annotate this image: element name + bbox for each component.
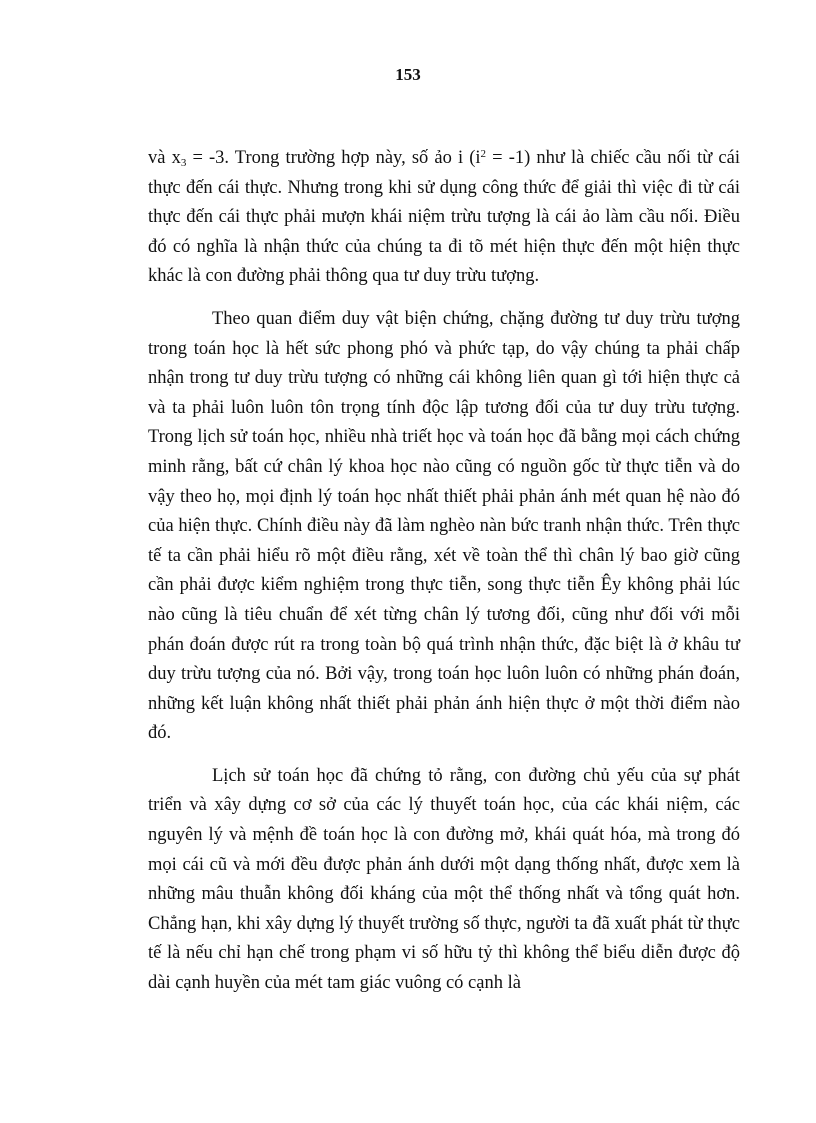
paragraph-1-lead: và x <box>148 148 181 168</box>
paragraph-3: Lịch sử toán học đã chứng tỏ rằng, con đường chủ yếu của sự phát triển và xây dựng cơ sở của các lý thuyết toán học, của các khái niệm, các nguyên lý và mệnh đề toán học là con đường mở, khái quát hóa, mà trong đó mọi cái cũ và mới đều được phản ánh dưới một dạng thống nhất, được xem là những mâu thuẫn không đối kháng của một thể thống nhất và tổng quát hơn. Chẳng hạn, khi xây dựng lý thuyết trường số thực, người ta đã xuất phát từ thực tế là nếu chỉ hạn chế trong phạm vi số hữu tỷ thì không thể biểu diễn được độ dài cạnh huyền của mét tam giác vuông có cạnh là <box>148 765 740 994</box>
subscript-3: 3 <box>180 157 187 169</box>
paragraph-1-mid: = -3. Trong trường hợp này, số ảo i (i <box>186 148 481 168</box>
paragraph-1 <box>148 144 740 292</box>
paragraph-1-rest: = -1) như là chiếc cầu nối từ cái thực đến cái thực. Nhưng trong khi sử dụng công thức để giải thì việc đi từ cái thực đến cái thực phải mượn khái niệm trừu tượng là cái ảo làm cầu nối. Điều đó có nghĩa là nhận thức của chúng ta đi tõ mét hiện thực đến một hiện thực khác là con đường phải thông qua tư duy trừu tượng. <box>148 148 740 287</box>
superscript-2: 2 <box>480 148 487 160</box>
page-number: 153 <box>395 65 421 84</box>
paragraph-2: Theo quan điểm duy vật biện chứng, chặng đường tư duy trừu tượng trong toán học là hết sức phong phó và phức tạp, do vậy chúng ta phải chấp nhận trong tư duy trừu tượng có những cái không liên quan gì tới hiện thực cả và ta phải luôn luôn tôn trọng tính độc lập tương đối của tư duy trừu tượng. Trong lịch sử toán học, nhiều nhà triết học và toán học đã bằng mọi cách chứng minh rằng, bất cứ chân lý khoa học nào cũng có nguồn gốc từ thực tiễn và do vậy theo họ, mọi định lý toán học nhất thiết phải phản ánh mét quan hệ nào đó của hiện thực. Chính điều này đã làm nghèo nàn bức tranh nhận thức. Trên thực tế ta cần phải hiểu rõ một điều rằng, xét về toàn thể thì chân lý bao giờ cũng cần phải được kiểm nghiệm trong thực tiễn, song thực tiễn Êy không phải lúc nào cũng là tiêu chuẩn để xét từng chân lý tương đối, cũng như đối với mỗi phán đoán được rút ra trong toàn bộ quá trình nhận thức, đặc biệt là ở khâu tư duy trừu tượng của nó. Bởi vậy, trong toán học luôn luôn có những phán đoán, những kết luận không nhất thiết phải phản ánh hiện thực ở một thời điểm nào đó. <box>148 308 740 744</box>
body-text <box>148 144 740 999</box>
